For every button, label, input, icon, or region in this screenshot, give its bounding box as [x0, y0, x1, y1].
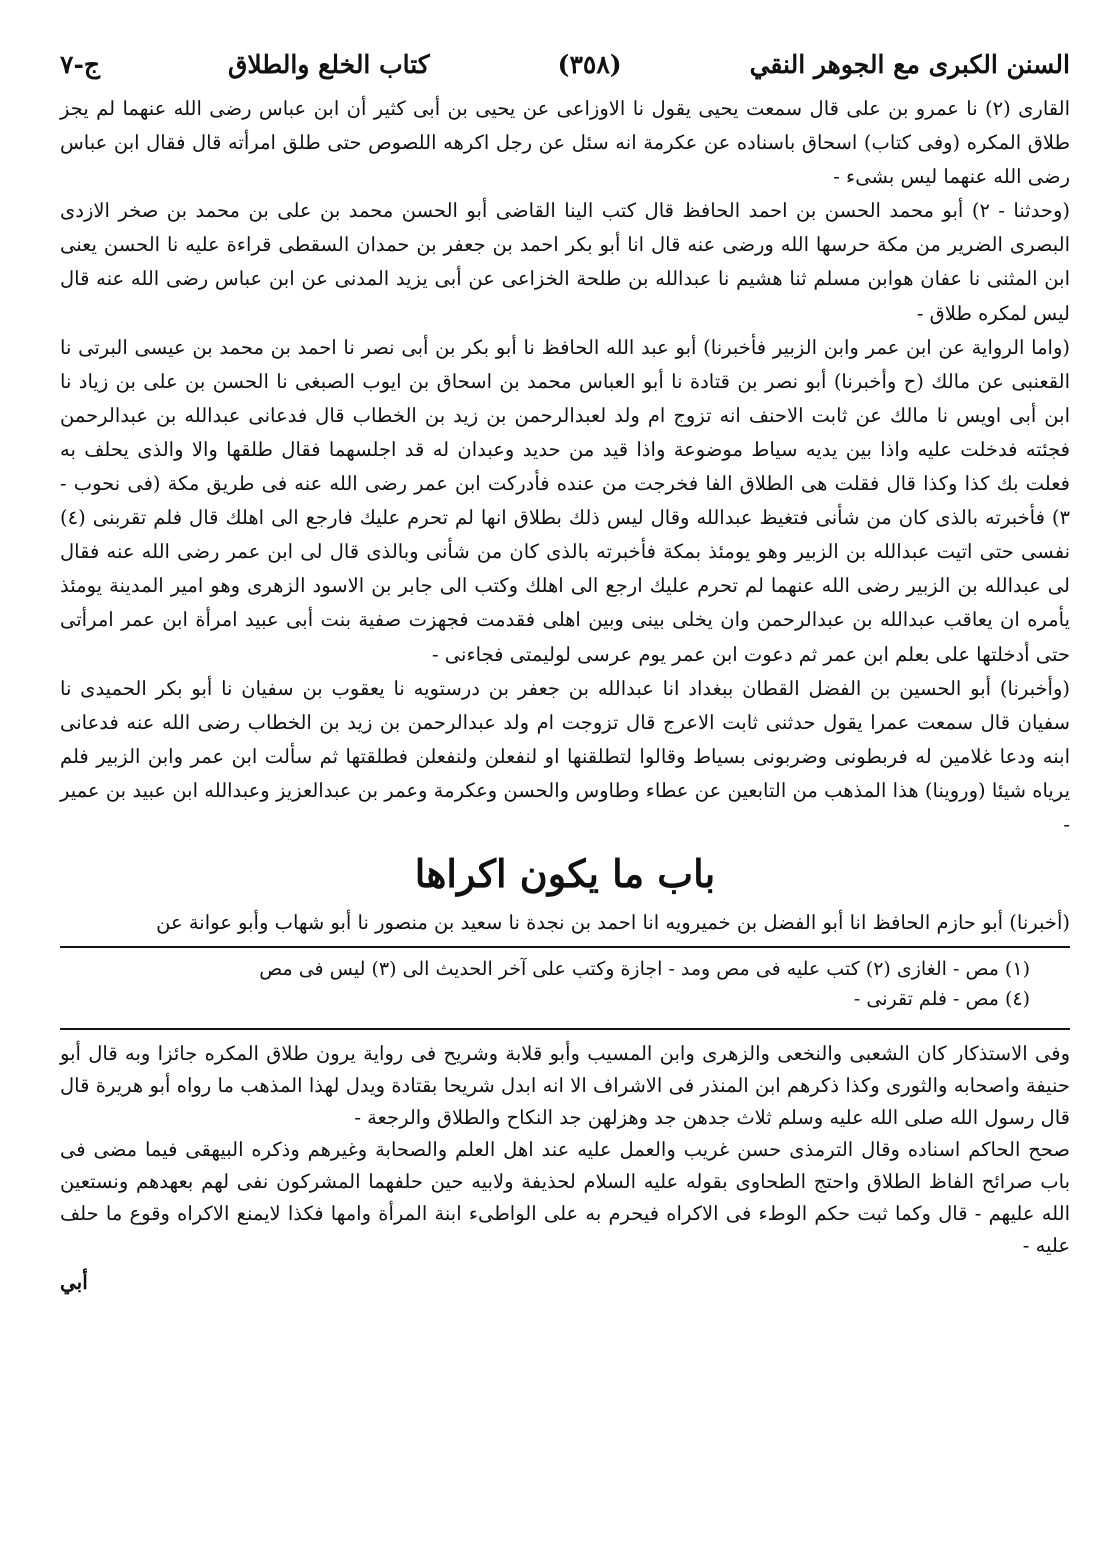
- chapter-body: [60, 906, 1070, 940]
- footnotes: [60, 954, 1070, 1014]
- footnote-line: (٤) مص - فلم تقرنى -: [853, 988, 1030, 1011]
- footnote-divider: [60, 946, 1070, 948]
- main-paragraph: (واما الرواية عن ابن عمر وابن الزبير فأخبرنا) أبو عبد الله الحافظ نا أبو بكر بن أبى نصر نا احمد بن محمد بن عيسى البرتى نا القعنبى عن مالك (ح وأخبرنا) أبو نصر بن قتادة نا أبو العباس محمد بن اسحاق بن ايوب الصبغى نا الحسن بن على بن زياد نا ابن أبى اويس نا مالك عن ثابت الاحنف انه تزوج ام ولد لعبدالرحمن بن زيد بن الخطاب قال فدعانى عبدالله بن عبدالرحمن فجئته فدخلت عليه واذا بين يديه سياط موضوعة واذا قيد من حديد وعبدان له قد اجلسهما فقال طلقها والا والذى يحلف به فعلت بك كذا وكذا قال فقلت هى الطلاق الفا فخرجت من عنده فأدركت ابن عمر رضى الله عنه فى طريق مكة (فى نحوب - ٣) فأخبرته بالذى كان من شأنى فتغيظ عبدالله وقال ليس ذلك بطلاق انها لم تحرم عليك فارجع الى اهلك قال فلم تقربنى (٤) نفسى حتى اتيت عبدالله بن الزبير وهو يومئذ بمكة فأخبرته بالذى كان من شأنى وبالذى قال لى ابن عمر رضى الله عنه فقال لى عبدالله بن الزبير رضى الله عنهما لم تحرم عليك ارجع الى اهلك وكتب الى جابر بن الاسود الزهرى وهو امير المدينة يومئذ يأمره ان يعاقب عبدالله بن عبدالرحمن وان يخلى بينى وبين اهلى فقدمت فجهزت صفية بنت أبى عبيد امرأة ابن عمر امرأتى حتى أدخلتها على بعلم ابن عمر ثم دعوت ابن عمر يوم عرسى لوليمتى فجاءنى -: [60, 335, 1070, 666]
- main-paragraph: (وحدثنا - ٢) أبو محمد الحسن بن احمد الحافظ قال كتب الينا القاضى أبو الحسن محمد بن على بن محمد بن صخر الازدى البصرى الضرير من مكة حرسها الله ورضى عنه قال انا أبو بكر احمد بن جعفر بن حمدان السقطى قراءة عليه نا الحسن يعنى ابن المثنى نا عفان هوابن مسلم ثنا هشيم نا عبدالله بن طلحة الخزاعى عن أبى يزيد المدنى عن ابن عباس رضى الله عنه قال ليس لمكره طلاق -: [60, 199, 1071, 325]
- volume-number: ج-٧: [60, 50, 100, 79]
- commentary-text: [60, 1038, 1070, 1262]
- book-page: [60, 50, 1070, 1294]
- catchword: أبي: [60, 1270, 88, 1295]
- footnote-line: (١) مص - الغازى (٢) كتب عليه فى مص ومد - اجازة وكتب على آخر الحديث الى (٣) ليس فى مص: [259, 958, 1030, 981]
- running-header: [60, 50, 1070, 92]
- main-paragraph: (وأخبرنا) أبو الحسين بن الفضل القطان ببغداد انا عبدالله بن جعفر بن درستويه نا يعقوب بن سفيان نا أبو بكر الحميدى نا سفيان قال سمعت عمرا يقول حدثنى ثابت الاعرج قال تزوجت ام ولد عبدالرحمن بن زيد بن الخطاب رضى الله عنه فدعانى ابنه ودعا غلامين له فربطونى وضربونى بسياط وقالوا لتطلقنها او لنفعلن ولنفعلن فطلقتها ثم سألت ابن عمر وابن الزبير فلم يرياه شيئا (وروينا) هذا المذهب من التابعين عن عطاء وطاوس والحسن وعكرمة وعمر بن عبدالعزيز وعبدالله ابن عبيد بن عمير -: [60, 676, 1070, 836]
- commentary-paragraph: وفى الاستذكار كان الشعبى والنخعى والزهرى وابن المسيب وأبو قلابة وشريح فى رواية يرون طلاق المكره جائزا وبه قال أبو حنيفة واصحابه والثورى وكذا ذكرهم ابن المنذر فى الاشراف الا انه ابدل شريحا بقتادة ويدل لهذا المذهب ما رواه أبو هريرة قال قال رسول الله صلى الله عليه وسلم ثلاث جدهن جد وهزلهن جد النكاح والطلاق والرجعة -: [60, 1042, 1070, 1130]
- book-title: السنن الكبرى مع الجوهر النقي: [749, 50, 1070, 79]
- commentary-paragraph: صحح الحاكم اسناده وقال الترمذى حسن غريب والعمل عليه عند اهل العلم والصحابة وغيرهم وذكره البيهقى فيما مضى فى باب صرائح الفاظ الطلاق واحتج الطحاوى بقوله عليه السلام لحذيفة ولابيه حين حلفهما المشركون نفى لهم بعهدهم ونستعين الله عليهم - قال وكما ثبت حكم الوطء فى الاكراه فيحرم به على الواطىء ابنة المرأة وامها فكذا لايمنع الاكراه وقوع ما حلف عليه -: [60, 1138, 1070, 1258]
- main-text: [60, 92, 1070, 842]
- chapter-title: باب ما يكون اكراها: [414, 851, 716, 897]
- section-title: كتاب الخلع والطلاق: [227, 50, 430, 79]
- commentary-divider: [60, 1028, 1070, 1030]
- main-paragraph: القارى (٢) نا عمرو بن على قال سمعت يحيى يقول نا الاوزاعى عن يحيى بن أبى كثير أن ابن عباس رضى الله عنهما لم يجز طلاق المكره (وفى كتاب) اسحاق باسناده عن عكرمة انه سئل عن رجل اكرهه اللصوص حتى طلق امرأته قال فقال ابن عباس رضى الله عنهما ليس بشىء -: [60, 97, 1070, 189]
- page-number: (٣٥٨): [557, 50, 622, 79]
- chapter-first-line: (أخبرنا) أبو حازم الحافظ انا أبو الفضل بن خميرويه انا احمد بن نجدة نا سعيد بن منصور نا أبو شهاب وأبو عوانة عن: [156, 911, 1070, 935]
